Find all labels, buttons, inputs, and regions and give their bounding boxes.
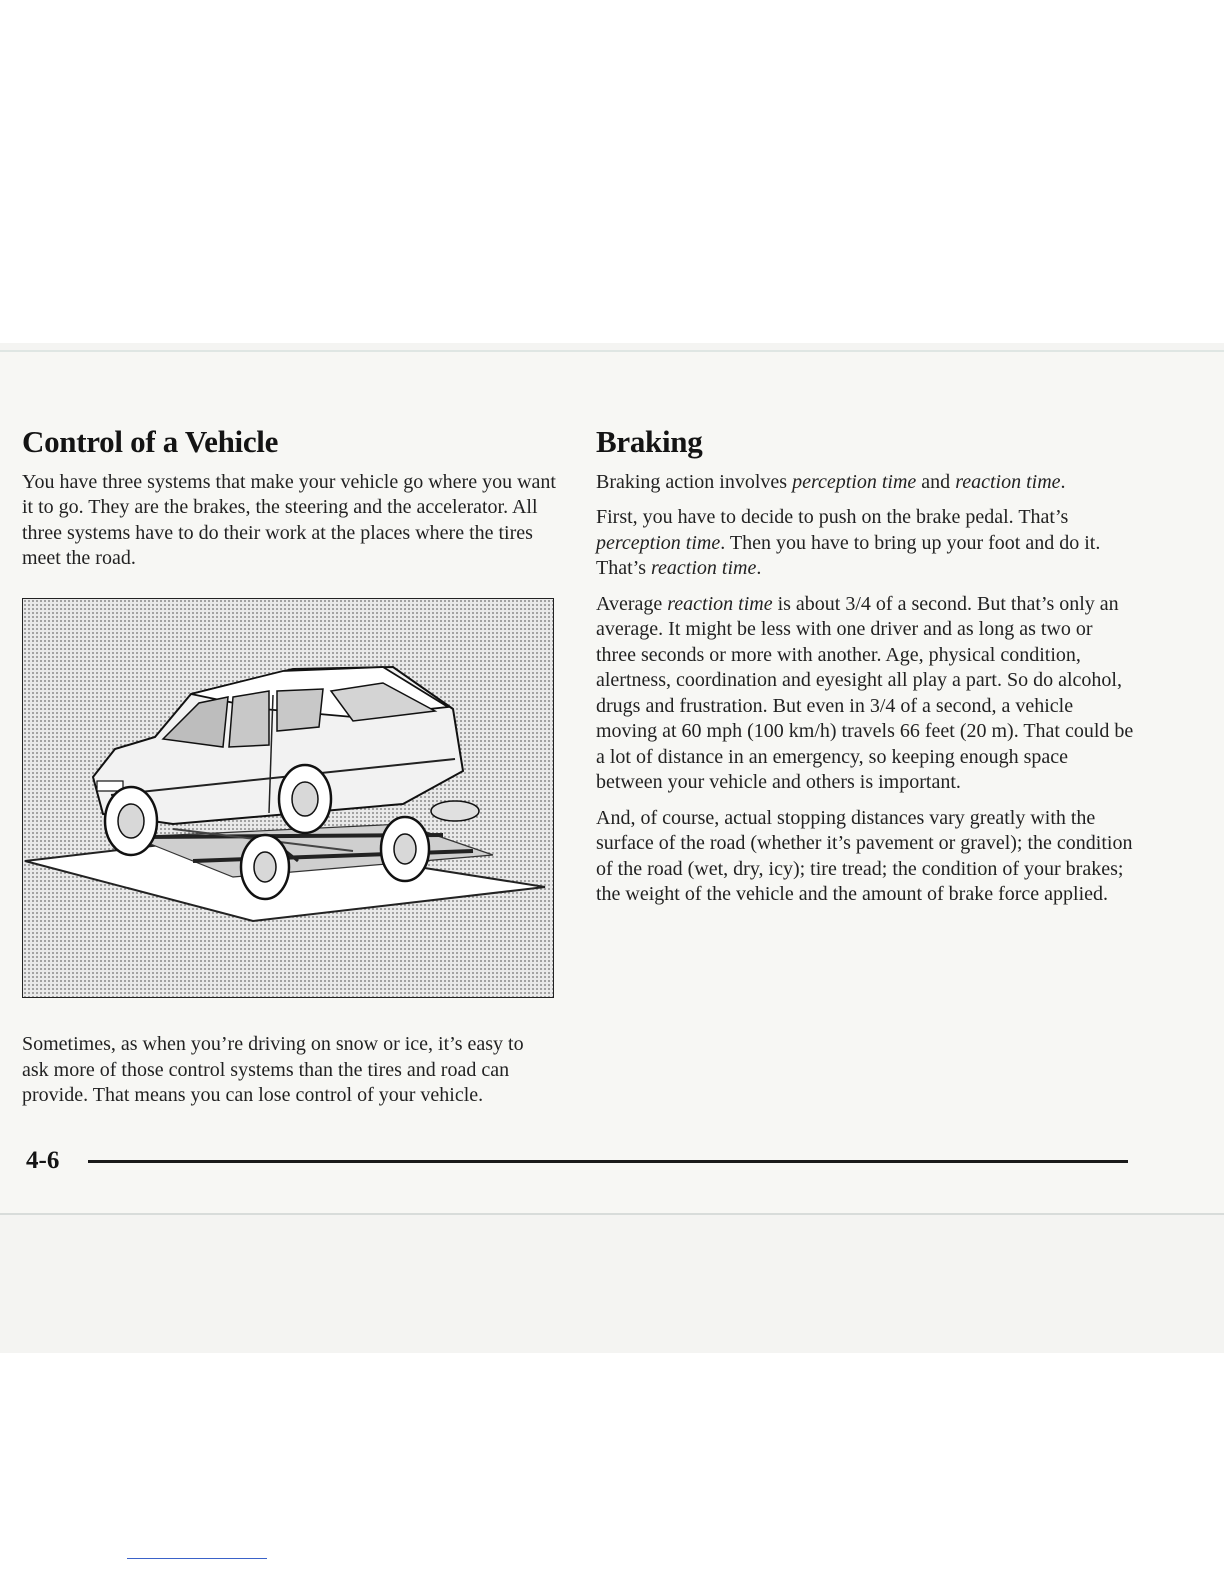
front-right-wheel <box>241 835 289 899</box>
footer-rule <box>88 1160 1128 1163</box>
page-number: 4-6 <box>26 1147 60 1174</box>
braking-paragraph-4: And, of course, actual stopping distances vary greatly with the surface of the road (whether it’s pavement or gravel); the condition of the road (wet, dry, icy); tire tread; the condition of your brakes; the weight of the vehicle and the amount of brake force applied. <box>596 806 1133 906</box>
braking-paragraph-2: First, you have to decide to push on the brake pedal. That’s perception time. Then you have to bring up your foot and do it. That’s reaction time. <box>596 506 1101 580</box>
spare-tire <box>431 801 479 821</box>
intro-paragraph: You have three systems that make your vehicle go where you want it to go. They are the brakes, the steering and the accelerator. All three systems have to do their work at the places where the tires meet the road. <box>22 470 556 570</box>
rear-right-wheel <box>381 817 429 881</box>
page-footer <box>22 1147 1132 1177</box>
suv-undercarriage-illustration-icon <box>23 599 554 998</box>
rear-door-window <box>277 689 323 731</box>
link-underline <box>127 1558 267 1559</box>
braking-paragraph-1: Braking action involves perception time and reaction time. <box>596 470 1066 493</box>
manual-page <box>0 350 1224 1215</box>
front-door-window <box>229 691 269 747</box>
vehicle-illustration <box>22 598 554 998</box>
section-title-braking: Braking <box>596 424 703 459</box>
bottom-column <box>22 1032 552 1119</box>
front-wheel <box>105 787 157 855</box>
closing-paragraph: Sometimes, as when you’re driving on snow or ice, it’s easy to ask more of those control systems than the tires and road can provide. That means you can lose control of your vehicle. <box>22 1033 524 1106</box>
rear-wheel <box>279 765 331 833</box>
right-column <box>596 424 1136 918</box>
left-column <box>22 424 562 582</box>
section-title-control: Control of a Vehicle <box>22 424 279 459</box>
braking-paragraph-3: Average reaction time is about 3/4 of a second. But that’s only an average. It might be less with one driver and as long as two or three seconds or more with another. Age, physical condition, alertness, coordination and eyesight all play a part. So do alcohol, drugs and frustration. But even in 3/4 of a second, a vehicle moving at 60 mph (100 km/h) travels 66 feet (20 m). That could be a lot of distance in an emergency, so keeping enough space between your vehicle and others is important. <box>596 592 1134 794</box>
